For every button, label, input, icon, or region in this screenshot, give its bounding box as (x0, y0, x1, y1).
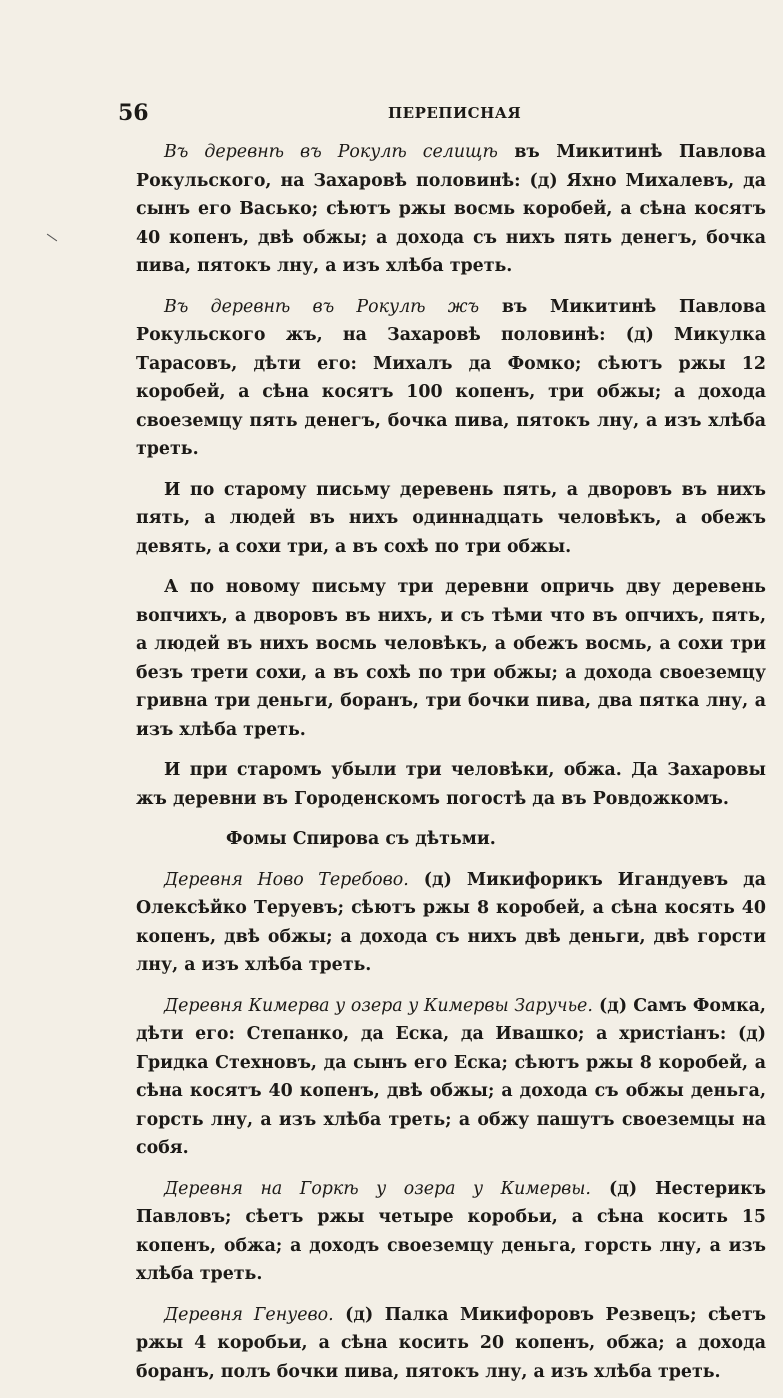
paragraph (136, 1175, 766, 1289)
paragraph-text: въ Микитинѣ Павлова Рокульского, на Захаровѣ половинѣ: (д) Яхно Михалевъ, да сынъ его Васько; сѣютъ ржы восмь коробей, а сѣна косятъ 40 копенъ, двѣ обжы; а дохода съ нихъ пять денегъ, бочка пива, пятокъ лну, а изъ хлѣба треть. (136, 142, 766, 276)
paragraph-lead: Деревня Генуево. (164, 1304, 334, 1325)
paragraph-lead: Деревня Кимерва у озера у Кимервы Заручье. (164, 995, 593, 1016)
paragraph (136, 1301, 766, 1387)
paragraph-text: А по новому письму три деревни опричь дву деревень вопчихъ, а дворовъ въ нихъ, и съ тѣми что въ опчихъ, пять, а людей въ нихъ восмь человѣкъ, а обежъ восмь, а сохи три безъ трети сохи, а въ сохѣ по три обжы; а дохода своеземцу гривна три деньги, боранъ, три бочки пива, два пятка лну, а изъ хлѣба треть. (136, 577, 766, 740)
paragraph-text: (д) Нестерикъ Павловъ; сѣетъ ржы четыре коробьи, а сѣна косить 15 копенъ, обжа; а доходъ своеземцу деньга, горсть лну, а изъ хлѣба треть. (136, 1178, 766, 1284)
page-header (118, 100, 758, 130)
running-head: ПЕРЕПИСНАЯ (388, 104, 522, 122)
paragraph-text: И по старому письму деревень пять, а дворовъ въ нихъ пять, а людей въ нихъ одиннадцать человѣкъ, а обежъ девять, а сохи три, а въ сохѣ по три обжы. (136, 479, 766, 557)
paragraph-lead: Въ деревнѣ въ Рокулѣ жъ (164, 296, 480, 317)
paragraph (136, 476, 766, 562)
section-subheading: Фомы Спирова съ дѣтьми. (226, 829, 496, 849)
page-body (136, 138, 766, 1398)
paragraph-lead: Въ деревнѣ въ Рокулѣ селищѣ (164, 142, 498, 162)
paragraph-text: въ Микитинѣ Павлова Рокульского жъ, на Захаровѣ половинѣ: (д) Микулка Тарасовъ, дѣти его: Михалъ да Фомко; сѣютъ ржы 12 коробей, а сѣна косятъ 100 копенъ, три обжы; а дохода своеземцу пять денегъ, бочка пива, пятокъ лну, а изъ хлѣба треть. (136, 296, 767, 459)
page-number: 56 (118, 100, 149, 126)
paragraph (136, 573, 766, 744)
paragraph-text: И при старомъ убыли три человѣки, обжа. Да Захаровы жъ деревни въ Городенскомъ погостѣ да въ Ровдожкомъ. (136, 760, 766, 809)
paragraph (136, 866, 766, 980)
paragraph-lead: Деревня на Горкѣ у озера у Кимервы. (164, 1178, 591, 1199)
paragraph-text: (д) Микифорикъ Игандуевъ да Олексѣйко Теруевъ; сѣютъ ржы 8 коробей, а сѣна косять 40 копенъ, двѣ обжы; а дохода съ нихъ двѣ деньги, двѣ горсти лну, а изъ хлѣба треть. (136, 869, 766, 975)
paragraph (136, 138, 766, 281)
paragraph (136, 293, 766, 464)
paragraph-text: (д) Палка Микифоровъ Резвецъ; сѣетъ ржы 4 коробьи, а сѣна косить 20 копенъ, обжа; а дохода боранъ, полъ бочки пива, пятокъ лну, а изъ хлѣба треть. (136, 1304, 766, 1382)
margin-mark (47, 234, 57, 242)
paragraph (136, 756, 766, 813)
paragraph-lead: Деревня Ново Теребово. (164, 869, 409, 890)
paragraph (136, 992, 766, 1163)
paragraph-text: (д) Самъ Фомка, дѣти его: Степанко, да Еска, да Ивашко; а христіанъ: (д) Гридка Стехновъ, да сынъ его Еска; сѣютъ ржы 8 коробей, а сѣна косятъ 40 копенъ, двѣ обжы; а дохода съ обжы деньга, горсть лну, а изъ хлѣба треть; а обжу пашутъ своеземцы на собя. (136, 995, 766, 1158)
